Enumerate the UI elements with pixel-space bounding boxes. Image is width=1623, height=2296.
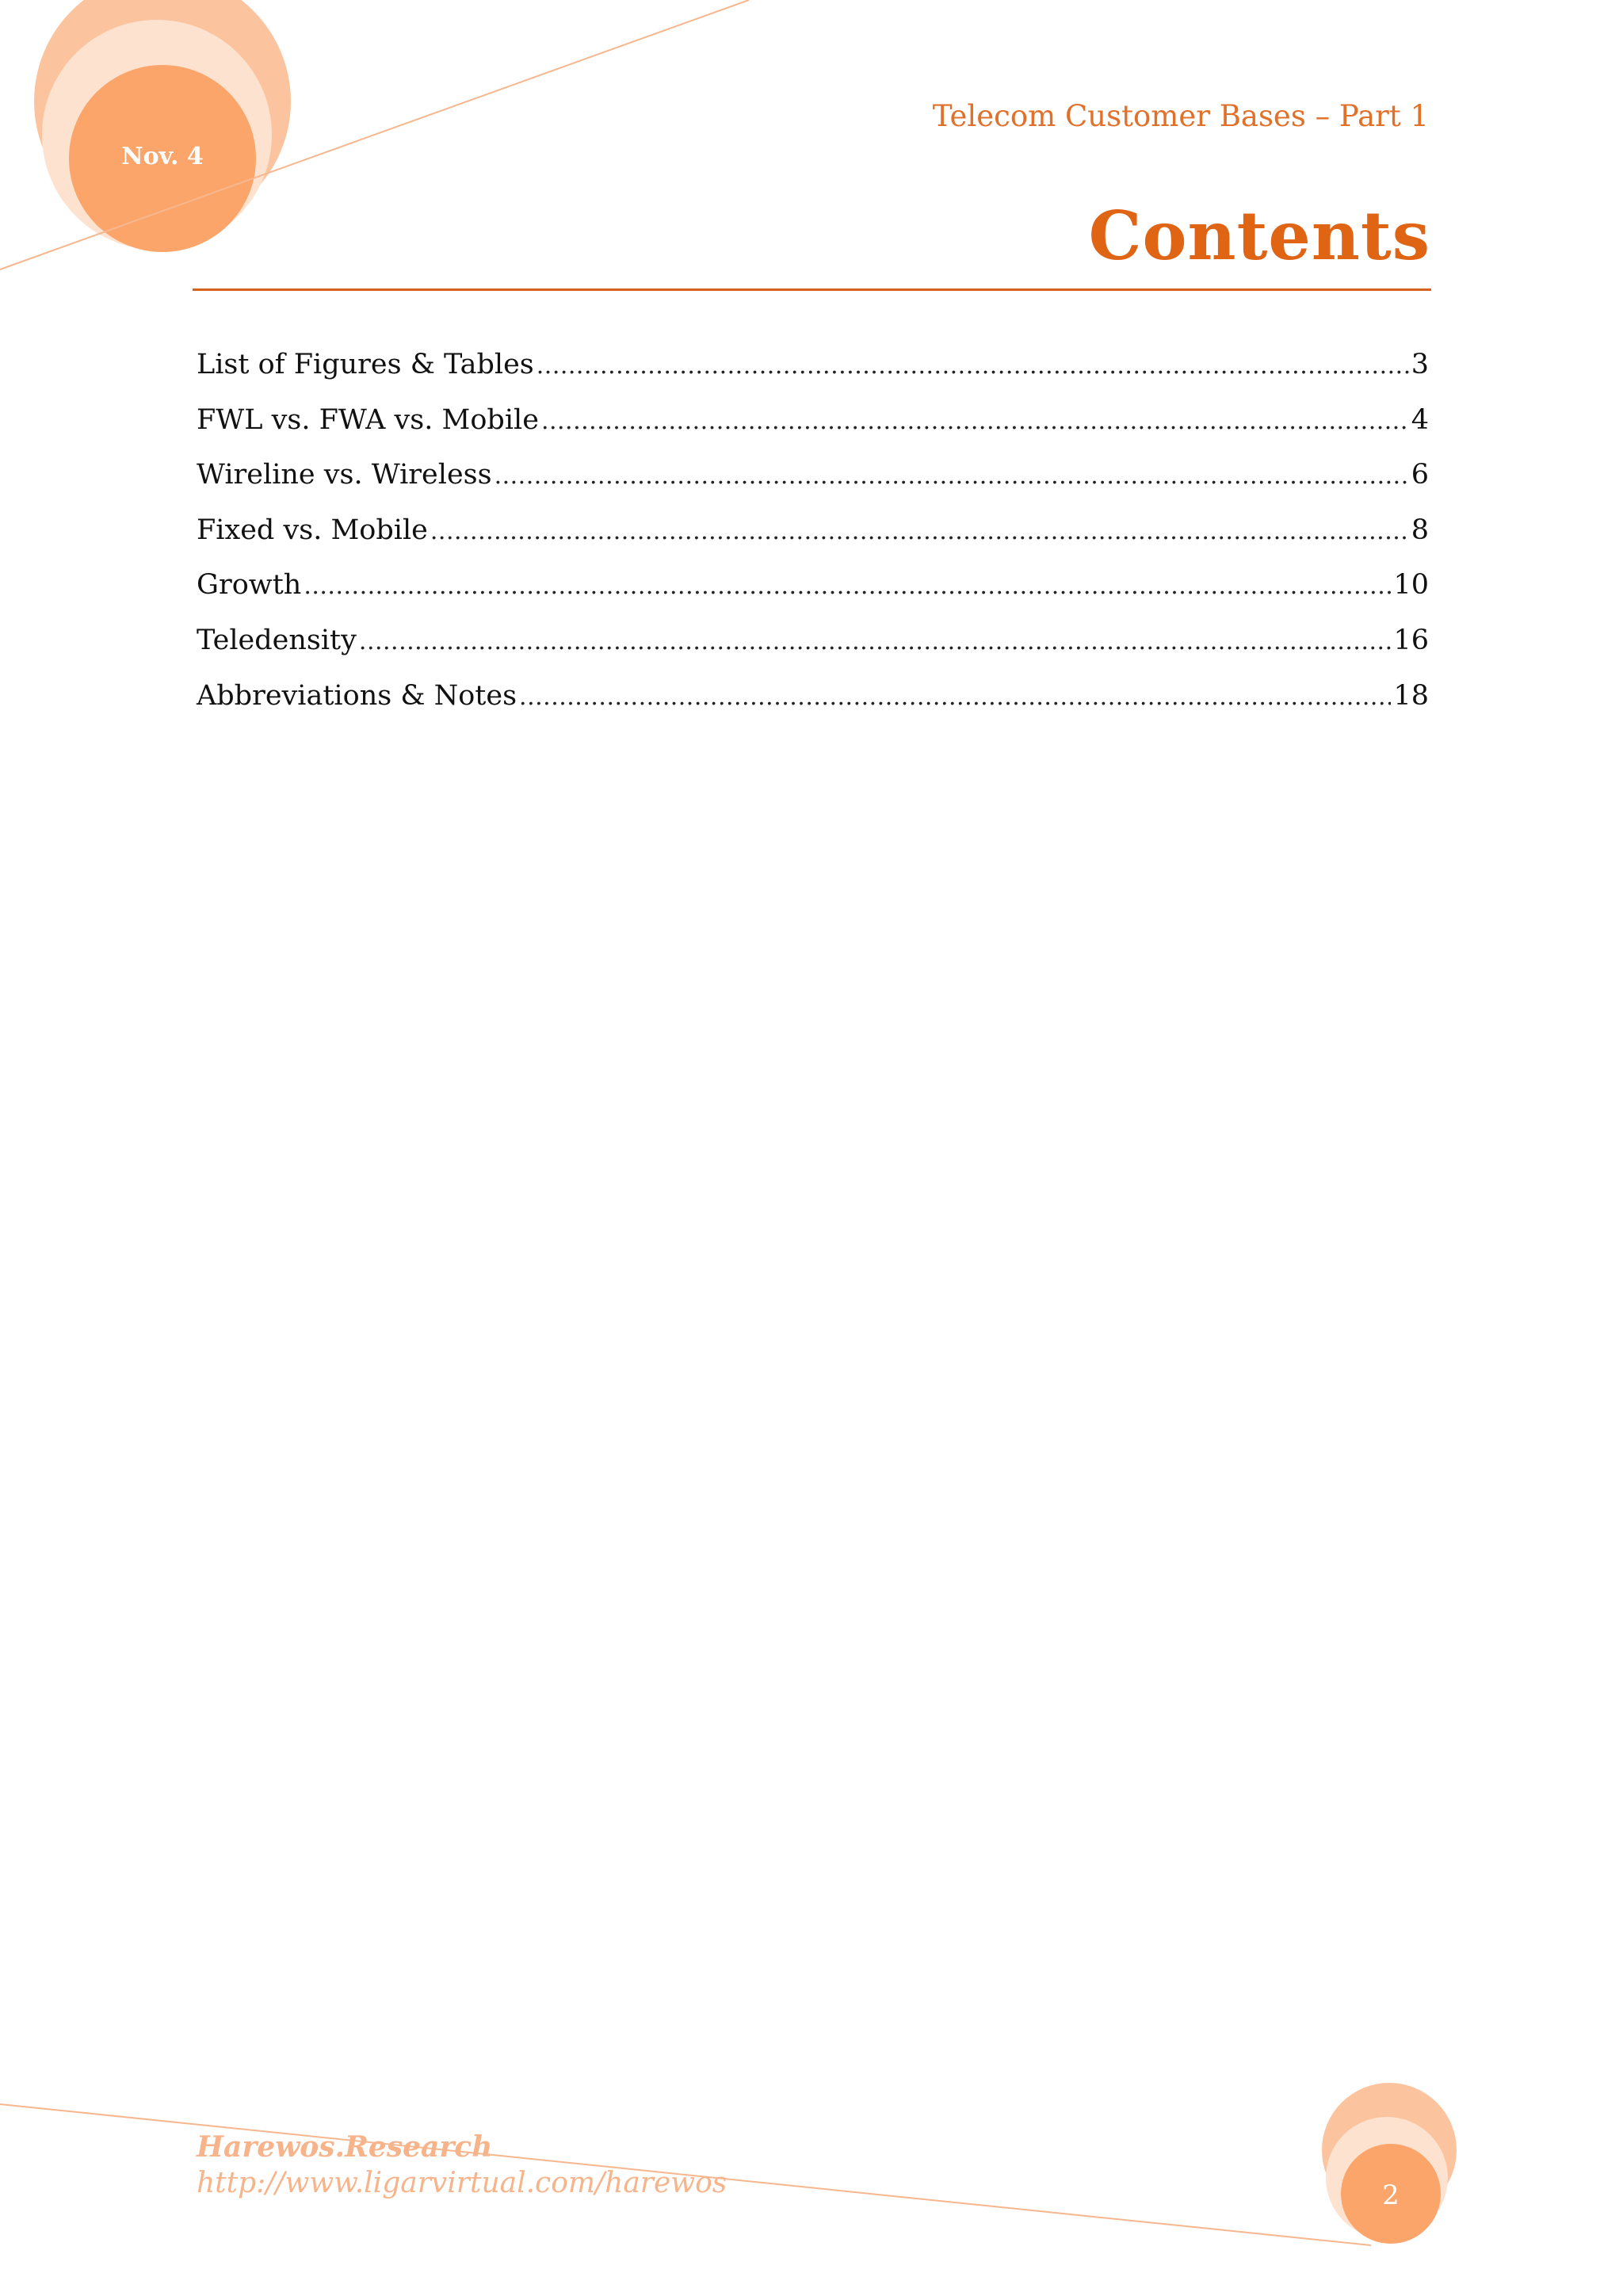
date-badge: Nov. 4 [121, 143, 204, 170]
toc-entry-page: 10 [1393, 569, 1429, 602]
toc-entry-label: List of Figures & Tables [197, 349, 534, 380]
toc-entry-label: Fixed vs. Mobile [197, 514, 428, 546]
footer-url-link[interactable]: http://www.ligarvirtual.com/harewos [197, 2167, 727, 2199]
toc-leader-dots [495, 462, 1409, 490]
toc-entry-page: 16 [1393, 624, 1429, 656]
toc-entry-label: Teledensity [197, 624, 357, 656]
toc-entry[interactable] [197, 569, 1429, 625]
toc-entry-page: 4 [1411, 403, 1429, 436]
toc-entry[interactable] [197, 349, 1429, 404]
toc-entry[interactable] [197, 459, 1429, 514]
toc-entry-page: 6 [1411, 459, 1429, 491]
toc-entry-page: 18 [1393, 679, 1429, 712]
document-title: Telecom Customer Bases – Part 1 [932, 99, 1429, 133]
toc-entry-label: FWL vs. FWA vs. Mobile [197, 403, 539, 436]
toc-entry-label: Growth [197, 569, 302, 602]
toc-entry[interactable] [197, 514, 1429, 570]
heading-rule [193, 288, 1431, 291]
footer-brand: Harewos.Research [197, 2130, 493, 2164]
toc-entry-label: Abbreviations & Notes [197, 679, 517, 712]
toc-entry-page: 8 [1411, 514, 1429, 546]
toc-leader-dots [304, 572, 1391, 600]
table-of-contents [197, 349, 1429, 735]
page-number: 2 [1382, 2179, 1400, 2211]
toc-entry-label: Wireline vs. Wireless [197, 459, 492, 491]
toc-entry-page: 3 [1411, 349, 1429, 380]
toc-leader-dots [430, 518, 1409, 545]
toc-leader-dots [541, 407, 1409, 435]
page-title: Contents [1088, 197, 1430, 275]
toc-entry[interactable] [197, 680, 1429, 735]
toc-entry[interactable] [197, 625, 1429, 680]
toc-leader-dots [537, 352, 1409, 380]
toc-leader-dots [519, 683, 1391, 711]
toc-entry[interactable] [197, 404, 1429, 460]
toc-leader-dots [359, 628, 1392, 655]
